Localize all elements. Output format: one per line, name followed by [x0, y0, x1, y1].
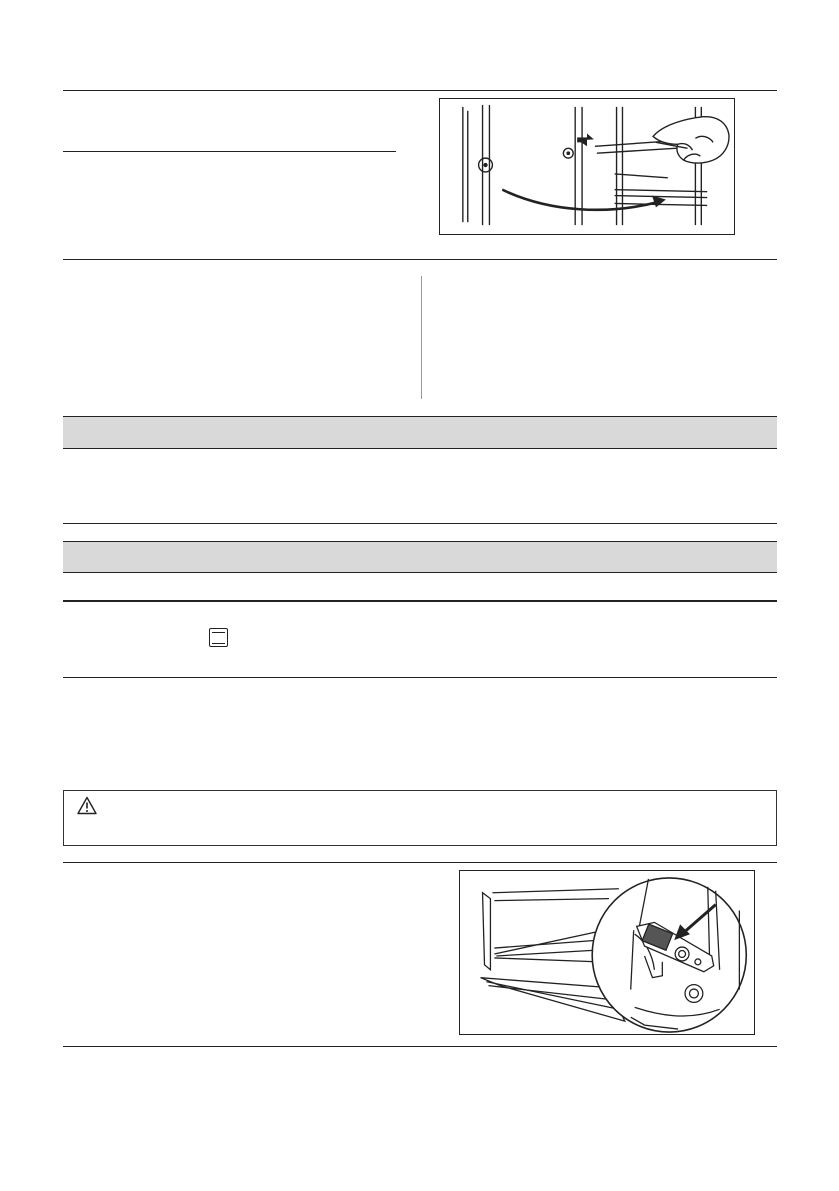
oven-function-icon	[209, 628, 228, 647]
door-hinge-detail-illustration	[460, 871, 754, 1034]
section-divider	[63, 90, 777, 91]
door-hinge-figure	[459, 870, 755, 1035]
section-divider	[63, 1046, 777, 1047]
section-divider	[63, 259, 777, 260]
table-header-band	[63, 541, 777, 573]
section-divider	[63, 677, 777, 678]
shelf-support-removal-figure	[439, 98, 735, 235]
shelf-support-removal-illustration	[440, 99, 734, 234]
heading-underline	[63, 151, 396, 152]
warning-triangle-icon	[77, 796, 97, 815]
section-divider	[63, 523, 777, 524]
column-divider	[421, 276, 422, 399]
section-divider	[63, 600, 777, 602]
table-header-band	[63, 416, 777, 449]
warning-box	[63, 790, 777, 846]
section-divider	[63, 862, 777, 863]
